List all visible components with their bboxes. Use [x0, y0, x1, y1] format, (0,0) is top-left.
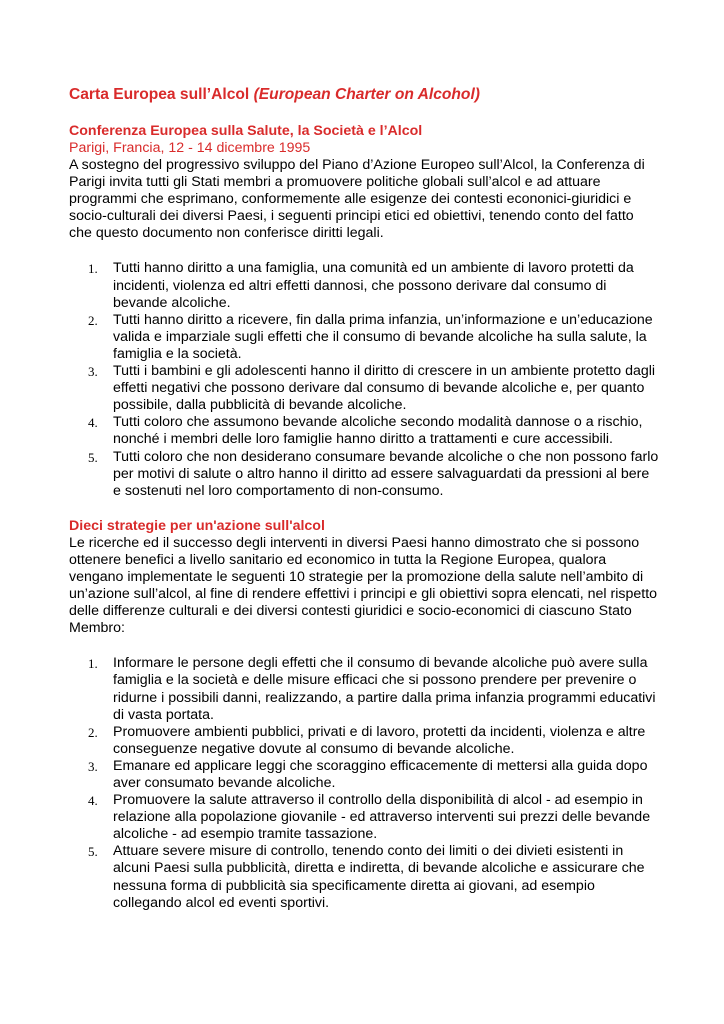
list-item: [69, 655, 659, 723]
list-number: 2.: [88, 724, 98, 740]
list-item: [69, 414, 659, 448]
list-number: 2.: [88, 312, 98, 328]
list-number: 3.: [88, 364, 98, 380]
list-item-text: Promuovere la salute attraverso il controllo della disponibilità di alcol - ad esempio in relazione alla popolazione giovanile - ed attraverso interventi sui prezzi delle bevande alcoliche - ad esempio tramite tassazione.: [113, 792, 651, 843]
list-item-text: Tutti coloro che assumono bevande alcoliche secondo modalità dannose o a rischio, nonché i membri delle loro famiglie hanno diritto a trattamenti e cure accessibili.: [113, 414, 643, 448]
list-item-text: Informare le persone degli effetti che il consumo di bevande alcoliche può avere sulla famiglia e la società e delle misure efficaci che si possono prendere per prevenire o ridurne i possibili danni, realizzando, a partire dalla prima infanzia programmi educativi di vasta portata.: [113, 655, 656, 723]
list-item-text: Tutti coloro che non desiderano consumare bevande alcoliche o che non possono farlo per motivi di salute o altro hanno il diritto ad essere salvaguardati da pressioni al bere e sostenuti nel loro comportamento di non-consumo.: [113, 448, 659, 499]
list-item-text: Promuovere ambienti pubblici, privati e di lavoro, protetti da incidenti, violenza e altre conseguenze negative dovute al consumo di bevande alcoliche.: [113, 723, 646, 757]
intro-paragraph: A sostegno del progressivo sviluppo del Piano d’Azione Europeo sull’Alcol, la Conferenza di Parigi invita tutti gli Stati membri a promuovere politiche globali sull’alcol e ad attuare programmi che esprimano, conformemente alle esigenze dei contesti econonici-giuridici e socio-culturali dei diversi Paesi, i seguenti principi etici ed obiettivi, tenendo conto del fatto che questo documento non conferisce diritti legali.: [69, 157, 645, 242]
principles-list: [69, 260, 659, 499]
list-item: [69, 758, 659, 792]
strategies-list: [69, 655, 659, 911]
section-title-strategies: Dieci strategie per un'azione sull'alcol: [69, 517, 325, 534]
list-number: 3.: [88, 758, 98, 774]
document-title: [69, 85, 659, 104]
conference-place-date: Parigi, Francia, 12 - 14 dicembre 1995: [69, 140, 311, 156]
list-item-text: Emanare ed applicare leggi che scoraggino efficacemente di mettersi alla guida dopo aver consumato bevande alcoliche.: [113, 757, 648, 791]
list-number: 1.: [88, 656, 98, 672]
list-number: 4.: [88, 415, 98, 431]
conference-title: Conferenza Europea sulla Salute, la Società e l’Alcol: [69, 123, 423, 139]
document-page: [69, 85, 659, 912]
list-item-text: Tutti hanno diritto a ricevere, fin dalla prima infanzia, un’informazione e un’educazione valida e imparziale sugli effetti che il consumo di bevande alcoliche ha sulla salute, la famiglia e la società.: [113, 311, 653, 362]
list-item: [69, 312, 659, 363]
conference-header: [69, 123, 659, 157]
list-item: [69, 792, 659, 843]
list-item-text: Tutti i bambini e gli adolescenti hanno il diritto di crescere in un ambiente protetto dagli effetti negativi che possono derivare dal consumo di bevande alcoliche e, per quanto possibile, dalla pubblicità di bevande alcoliche.: [113, 363, 656, 414]
list-item: [69, 260, 659, 311]
list-number: 4.: [88, 793, 98, 809]
list-number: 1.: [88, 261, 98, 277]
list-item-text: Attuare severe misure di controllo, tenendo conto dei limiti o dei divieti esistenti in alcuni Paesi sulla pubblicità, diretta e indiretta, di bevande alcoliche e assicurare che nessuna forma di pubblicità sia specificamente diretta ai giovani, ad esempio collegando alcol ed eventi sportivi.: [113, 843, 645, 911]
strategies-intro-paragraph: Le ricerche ed il successo degli interventi in diversi Paesi hanno dimostrato che si possono ottenere benefici a livello sanitario ed economico in tutta la Regione Europea, qualora vengano implementate le seguenti 10 strategie per la promozione della salute nell’ambito di un’azione sull’alcol, al fine di rendere effettivi i principi e gli obiettivi sopra elencati, nel rispetto delle differenze culturali e dei diversi contesti giuridici e socio-economici di ciascuno Stato Membro:: [69, 534, 658, 637]
list-item: [69, 843, 659, 911]
list-item: [69, 449, 659, 500]
list-item-text: Tutti hanno diritto a una famiglia, una comunità ed un ambiente di lavoro protetti da incidenti, violenza ed altri effetti dannosi, che possono derivare dal consumo di bevande alcoliche.: [113, 260, 634, 311]
title-english: (European Charter on Alcohol): [253, 86, 480, 103]
list-number: 5.: [88, 844, 98, 860]
list-item: [69, 724, 659, 758]
list-number: 5.: [88, 449, 98, 465]
list-item: [69, 363, 659, 414]
title-main: Carta Europea sull’Alcol: [69, 86, 254, 103]
